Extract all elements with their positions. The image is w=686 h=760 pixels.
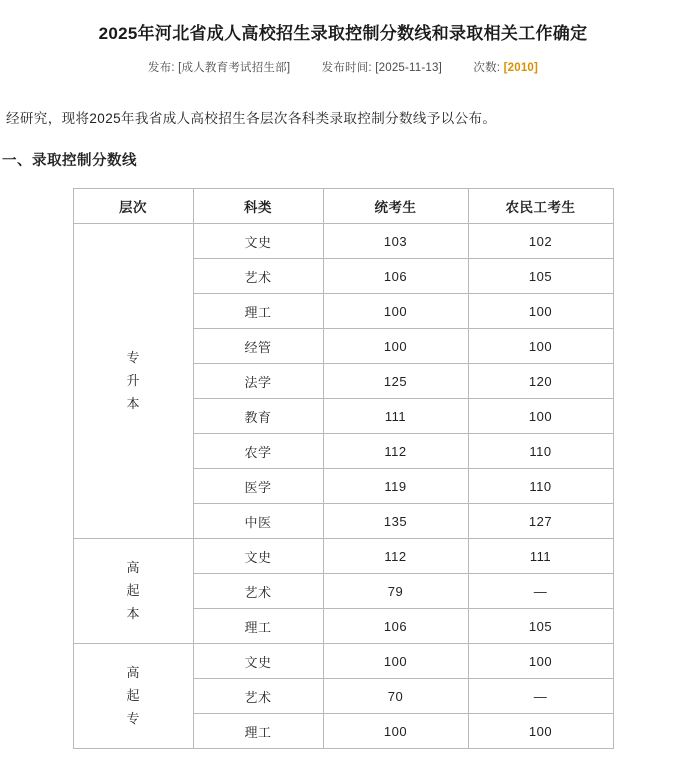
general-score-cell: 106 [323, 259, 468, 294]
level-label-2: 高起专 [126, 665, 141, 726]
worker-score-cell: 105 [468, 259, 613, 294]
column-header-level: 层次 [73, 189, 193, 224]
subject-cell: 艺术 [193, 574, 323, 609]
general-score-cell: 100 [323, 714, 468, 749]
section-heading: 一、录取控制分数线 [2, 153, 137, 170]
meta-count-label: 次数: [473, 61, 501, 74]
table-row [73, 539, 613, 574]
column-header-worker: 农民工考生 [468, 189, 613, 224]
column-header-general: 统考生 [323, 189, 468, 224]
subject-cell: 农学 [193, 434, 323, 469]
meta-publisher-label: 发布: [147, 61, 175, 74]
worker-score-cell: 111 [468, 539, 613, 574]
meta-date [322, 59, 442, 75]
general-score-cell: 112 [323, 434, 468, 469]
subject-cell: 艺术 [193, 259, 323, 294]
level-label-0: 专升本 [126, 350, 141, 411]
meta-count-value: [2010] [503, 61, 539, 74]
general-score-cell: 112 [323, 539, 468, 574]
general-score-cell: 119 [323, 469, 468, 504]
worker-score-cell: 100 [468, 399, 613, 434]
table-row [73, 224, 613, 259]
subject-cell: 理工 [193, 609, 323, 644]
meta-publisher [148, 59, 290, 75]
score-table-wrapper [0, 188, 686, 749]
level-cell-group-0 [73, 224, 193, 539]
score-table [73, 188, 614, 749]
worker-score-cell: — [468, 574, 613, 609]
subject-cell: 教育 [193, 399, 323, 434]
document-meta [0, 59, 686, 75]
subject-cell: 经管 [193, 329, 323, 364]
worker-score-cell: 100 [468, 329, 613, 364]
general-score-cell: 100 [323, 644, 468, 679]
general-score-cell: 106 [323, 609, 468, 644]
subject-cell: 文史 [193, 644, 323, 679]
worker-score-cell: 105 [468, 609, 613, 644]
table-head [73, 189, 613, 224]
level-cell-group-1 [73, 539, 193, 644]
general-score-cell: 135 [323, 504, 468, 539]
column-header-subject: 科类 [193, 189, 323, 224]
worker-score-cell: 110 [468, 469, 613, 504]
general-score-cell: 125 [323, 364, 468, 399]
subject-cell: 艺术 [193, 679, 323, 714]
worker-score-cell: 100 [468, 294, 613, 329]
subject-cell: 医学 [193, 469, 323, 504]
subject-cell: 中医 [193, 504, 323, 539]
worker-score-cell: 100 [468, 644, 613, 679]
page-title: 2025年河北省成人高校招生录取控制分数线和录取相关工作确定 [98, 24, 588, 44]
document-page [0, 11, 686, 749]
meta-count [473, 59, 538, 75]
subject-cell: 理工 [193, 714, 323, 749]
general-score-cell: 100 [323, 294, 468, 329]
general-score-cell: 70 [323, 679, 468, 714]
subject-cell: 文史 [193, 539, 323, 574]
worker-score-cell: — [468, 679, 613, 714]
worker-score-cell: 100 [468, 714, 613, 749]
intro-paragraph: 经研究，现将2025年我省成人高校招生各层次各科类录取控制分数线予以公布。 [6, 110, 497, 126]
level-label-1: 高起本 [126, 560, 141, 621]
general-score-cell: 111 [323, 399, 468, 434]
level-cell-group-2 [73, 644, 193, 749]
general-score-cell: 79 [323, 574, 468, 609]
worker-score-cell: 102 [468, 224, 613, 259]
worker-score-cell: 110 [468, 434, 613, 469]
meta-date-label: 发布时间: [321, 61, 372, 74]
subject-cell: 理工 [193, 294, 323, 329]
table-body [73, 224, 613, 749]
subject-cell: 文史 [193, 224, 323, 259]
general-score-cell: 103 [323, 224, 468, 259]
subject-cell: 法学 [193, 364, 323, 399]
table-row [73, 644, 613, 679]
table-header-row [73, 189, 613, 224]
worker-score-cell: 127 [468, 504, 613, 539]
general-score-cell: 100 [323, 329, 468, 364]
worker-score-cell: 120 [468, 364, 613, 399]
meta-publisher-value: [成人教育考试招生部] [178, 61, 291, 74]
meta-date-value: [2025-11-13] [375, 61, 442, 74]
